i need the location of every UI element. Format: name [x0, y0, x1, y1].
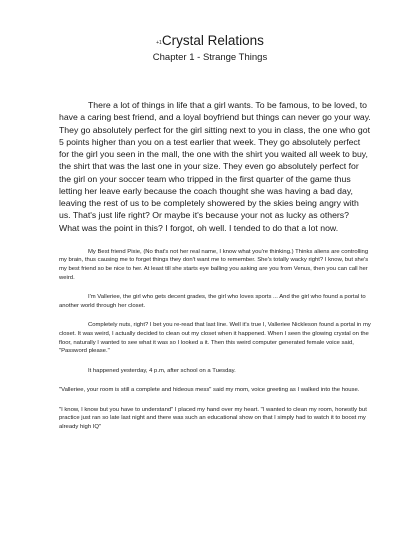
paragraph-valleriee: I'm Valleriee, the girl who gets decent grades, the girl who loves sports ... And the girl who found a portal to another world through her closet.	[59, 294, 366, 309]
paragraph-portal: Completely nuts, right? I bet you re-read that last line. Well it's true I, Valleriee Nickleson found a portal in my closet. It was weird, I actually decided to clean out my closet when it happened. When I seen the glowing crystal on the floor, naturally I wanted to see what it was so I looked a it. Then this weird computer generated female voice said, "Password please."	[59, 322, 371, 355]
paragraph-intro: There a lot of things in life that a girl wants. To be famous, to be loved, to have a caring best friend, and a loyal boyfriend but things can never go your way. They go absolutely perfect for the girl sitting next to you in class, the one who got 5 points higher than you on a test earlier that week. They go absolutely perfect for the girl you seen in the mall, the one with the shirt you waited all week to buy, the shirt that was the last one in your size. They even go absolutely perfect for the girl on your soccer team who tripped in the first quarter of the game thus letting her leave early because the coach thought she was having a bad day, leaving the rest of us to be completely showered by the skies being angry with us. That's just life right? Or maybe it's because your not as lucky as others? What was the point in this? I forgot, oh well. I tended to do that a lot now.	[59, 100, 371, 233]
chapter-heading: Chapter 1 - Strange Things	[152, 52, 268, 63]
paragraph-pixie: My Best friend Pixie, (No that's not her real name, I know what you're thinking.) Thinks aliens are controlling my brain, thus causing me to forget things they don't want me to remember. She's totally wacky right? I know, but she's my best friend so be nice to her. At least till she starts eye balling you asking are you from Venus, then you can call her weird.	[59, 248, 369, 281]
title-mark: +1	[156, 40, 162, 46]
paragraph-mom: "Valleriee, your room is still a complete and hideous mess" said my mom, voice greeting as I walked into the house.	[59, 387, 360, 394]
paragraph-reply: "I know, I know but you have to understand" I placed my hand over my heart. "I wanted to clean my room, honestly but practice just ran so late last night and there was such an educational show on that I simply had to watch it to boost my already high IQ"	[59, 406, 367, 431]
document-title	[0, 33, 420, 51]
story-body	[59, 99, 371, 432]
paragraph-yesterday: It happened yesterday, 4 p.m, after school on a Tuesday.	[88, 367, 236, 374]
title-text: Crystal Relations	[161, 33, 264, 48]
